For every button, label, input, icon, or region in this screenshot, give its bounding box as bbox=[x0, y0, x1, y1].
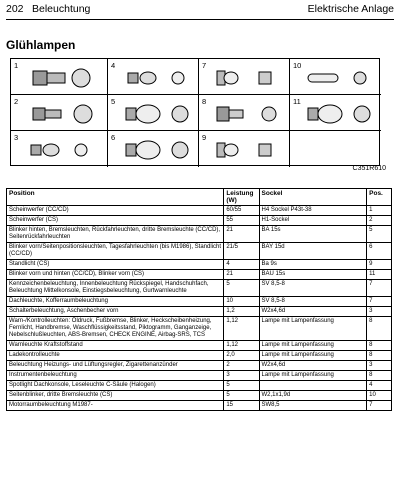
bulb-cell bbox=[108, 59, 199, 95]
cell-pos: 9 bbox=[367, 260, 392, 270]
cell-socket: BA 15s bbox=[259, 226, 367, 243]
bulb-number: 7 bbox=[202, 61, 207, 70]
bulb-number: 6 bbox=[111, 133, 116, 142]
bulb-cell bbox=[108, 95, 199, 131]
cell-power: 5 bbox=[224, 381, 259, 391]
lamp-table bbox=[6, 188, 392, 411]
bayonet-bulb-icon bbox=[290, 95, 381, 131]
cell-power: 5 bbox=[224, 391, 259, 401]
cell-power: 21/5 bbox=[224, 243, 259, 260]
bulb-number: 11 bbox=[293, 97, 301, 106]
festoon-bulb-icon bbox=[290, 59, 381, 95]
small-bayonet-bulb-icon bbox=[11, 131, 108, 167]
table-row bbox=[7, 297, 392, 307]
cell-power: 15 bbox=[224, 401, 259, 411]
bulb-cell bbox=[11, 95, 108, 131]
cell-position: Motorraumbeleuchtung M1987- bbox=[7, 401, 224, 411]
cell-pos: 5 bbox=[367, 226, 392, 243]
bulb-number: 1 bbox=[14, 61, 19, 70]
cell-position: Scheinwerfer (CC/CD) bbox=[7, 206, 224, 216]
cell-position: Scheinwerfer (CS) bbox=[7, 216, 224, 226]
cell-socket: W2,1x1,9d bbox=[259, 391, 367, 401]
cell-position: Ladekontrolleuchte bbox=[7, 351, 224, 361]
cell-power: 2,0 bbox=[224, 351, 259, 361]
cell-socket: W2x4,6d bbox=[259, 307, 367, 317]
bulb-number: 10 bbox=[293, 61, 302, 70]
cell-power: 21 bbox=[224, 226, 259, 243]
table-row bbox=[7, 270, 392, 280]
header-divider bbox=[6, 19, 394, 20]
bulb-cell bbox=[290, 131, 381, 167]
cell-power: 1,12 bbox=[224, 317, 259, 341]
cell-power: 10 bbox=[224, 297, 259, 307]
cell-power: 4 bbox=[224, 260, 259, 270]
table-header-row bbox=[7, 189, 392, 206]
cell-position: Kennzeichenbeleuchtung, Innenbeleuchtung Rückspiegel, Handschuhfach, Beleuchtung Mittelkonsole, Einstiegsbeleuchtung, Gurtwarnleuchte bbox=[7, 280, 224, 297]
cell-position: Blinker hinten, Bremsleuchten, Rückfahrleuchten, dritte Bremsleuchte (CC/CD), Seitenrückfahrleuchten bbox=[7, 226, 224, 243]
bulb-cell bbox=[108, 131, 199, 167]
bulb-number: 9 bbox=[202, 133, 207, 142]
page-title: Glühlampen bbox=[6, 38, 76, 52]
cell-socket: Lampe mit Lampenfassung bbox=[259, 371, 367, 381]
cell-position: Spotlight Dachkonsole, Leseleuchte C-Säule (Halogen) bbox=[7, 381, 224, 391]
wedge-bulb-icon bbox=[199, 131, 290, 167]
wedge-bulb-icon bbox=[199, 59, 290, 95]
bulb-number: 3 bbox=[14, 133, 19, 142]
socket-bulb-icon bbox=[199, 95, 290, 131]
bulb-cell bbox=[11, 59, 108, 95]
cell-power: 1,12 bbox=[224, 341, 259, 351]
cell-position: Warnleuchte Kraftstoffstand bbox=[7, 341, 224, 351]
cell-pos: 8 bbox=[367, 341, 392, 351]
cell-power: 60/55 bbox=[224, 206, 259, 216]
cell-pos: 8 bbox=[367, 351, 392, 361]
cell-socket: SV 8,5-8 bbox=[259, 297, 367, 307]
cell-position: Warn-/Kontrolleuchten: Öldruck, Fußbremse, Blinker, Heckscheibenheizung, Fernlicht, Handbremse, Waschflüssigkeitsstand, Piktogramm, Ganganzeige, Nebelschlußleuchten, ABS-Bremsen, CHECK ENGINE, Airbag-SRS, TCS bbox=[7, 317, 224, 341]
bulb-number: 4 bbox=[111, 61, 116, 70]
cell-pos: 4 bbox=[367, 381, 392, 391]
table-row bbox=[7, 381, 392, 391]
h1-bulb-icon bbox=[11, 95, 108, 131]
cell-pos: 6 bbox=[367, 243, 392, 260]
column-header-socket: Sockel bbox=[259, 189, 367, 206]
small-bulb-icon bbox=[108, 59, 199, 95]
figure-code: C351R610 bbox=[352, 165, 386, 172]
cell-socket: Lampe mit Lampenfassung bbox=[259, 351, 367, 361]
cell-position: Dachleuchte, Kofferraumbeleuchtung bbox=[7, 297, 224, 307]
cell-socket: W2x4,6d bbox=[259, 361, 367, 371]
cell-position: Blinker vorn/Seitenpositionsleuchten, Tagesfahrleuchten (bis M1986), Standlicht (CC/CD) bbox=[7, 243, 224, 260]
cell-position: Beleuchtung Heizungs- und Lüftungsregler, Zigarettenanzünder bbox=[7, 361, 224, 371]
cell-power: 55 bbox=[224, 216, 259, 226]
table-row bbox=[7, 307, 392, 317]
bulb-number: 2 bbox=[14, 97, 19, 106]
bulb-figure bbox=[10, 58, 380, 166]
dual-bayonet-bulb-icon bbox=[108, 131, 199, 167]
cell-socket: Lampe mit Lampenfassung bbox=[259, 317, 367, 341]
cell-power: 3 bbox=[224, 371, 259, 381]
cell-socket bbox=[259, 381, 367, 391]
bulb-cell bbox=[199, 95, 290, 131]
cell-pos: 7 bbox=[367, 280, 392, 297]
cell-position: Instrumentenbeleuchtung bbox=[7, 371, 224, 381]
section-title: Beleuchtung bbox=[32, 3, 91, 15]
page-number: 202 bbox=[6, 3, 24, 15]
h4-bulb-icon bbox=[11, 59, 108, 95]
table-row bbox=[7, 317, 392, 341]
bulb-cell bbox=[11, 131, 108, 167]
cell-socket: BAY 15d bbox=[259, 243, 367, 260]
cell-pos: 7 bbox=[367, 401, 392, 411]
cell-position: Seitenblinker, dritte Bremsleuchte (CS) bbox=[7, 391, 224, 401]
table-row bbox=[7, 216, 392, 226]
table-row bbox=[7, 341, 392, 351]
cell-position: Schalterbeleuchtung, Aschenbecher vorn bbox=[7, 307, 224, 317]
column-header-power: Leistung (W) bbox=[224, 189, 259, 206]
bulb-number: 5 bbox=[111, 97, 116, 106]
bayonet-bulb-icon bbox=[108, 95, 199, 131]
cell-pos: 2 bbox=[367, 216, 392, 226]
cell-socket: Lampe mit Lampenfassung bbox=[259, 341, 367, 351]
bulb-cell bbox=[199, 131, 290, 167]
bulb-cell bbox=[290, 95, 381, 131]
cell-socket: SV 8,5-8 bbox=[259, 280, 367, 297]
cell-power: 21 bbox=[224, 270, 259, 280]
cell-power: 5 bbox=[224, 280, 259, 297]
cell-position: Blinker vorn und hinten (CC/CD), Blinker vorn (CS) bbox=[7, 270, 224, 280]
cell-pos: 3 bbox=[367, 307, 392, 317]
cell-pos: 1 bbox=[367, 206, 392, 216]
column-header-pos: Pos. bbox=[367, 189, 392, 206]
table-row bbox=[7, 391, 392, 401]
table-row bbox=[7, 371, 392, 381]
cell-socket: SW8,5 bbox=[259, 401, 367, 411]
table-row bbox=[7, 260, 392, 270]
cell-pos: 10 bbox=[367, 391, 392, 401]
cell-position: Standlicht (CS) bbox=[7, 260, 224, 270]
table-row bbox=[7, 226, 392, 243]
chapter-title: Elektrische Anlage bbox=[307, 3, 394, 15]
cell-pos: 11 bbox=[367, 270, 392, 280]
table-row bbox=[7, 351, 392, 361]
table-row bbox=[7, 280, 392, 297]
cell-pos: 7 bbox=[367, 297, 392, 307]
cell-power: 1,2 bbox=[224, 307, 259, 317]
cell-pos: 3 bbox=[367, 361, 392, 371]
table-row bbox=[7, 401, 392, 411]
table-row bbox=[7, 243, 392, 260]
cell-socket: H4 Sockel P43t-38 bbox=[259, 206, 367, 216]
page-header bbox=[6, 3, 394, 19]
cell-socket: BAU 15s bbox=[259, 270, 367, 280]
cell-pos: 8 bbox=[367, 371, 392, 381]
table-row bbox=[7, 206, 392, 216]
cell-pos: 8 bbox=[367, 317, 392, 341]
cell-socket: H1-Sockel bbox=[259, 216, 367, 226]
bulb-cell bbox=[199, 59, 290, 95]
table-row bbox=[7, 361, 392, 371]
cell-socket: Ba 9s bbox=[259, 260, 367, 270]
cell-power: 2 bbox=[224, 361, 259, 371]
bulb-number: 8 bbox=[202, 97, 207, 106]
column-header-position: Position bbox=[7, 189, 224, 206]
bulb-cell bbox=[290, 59, 381, 95]
